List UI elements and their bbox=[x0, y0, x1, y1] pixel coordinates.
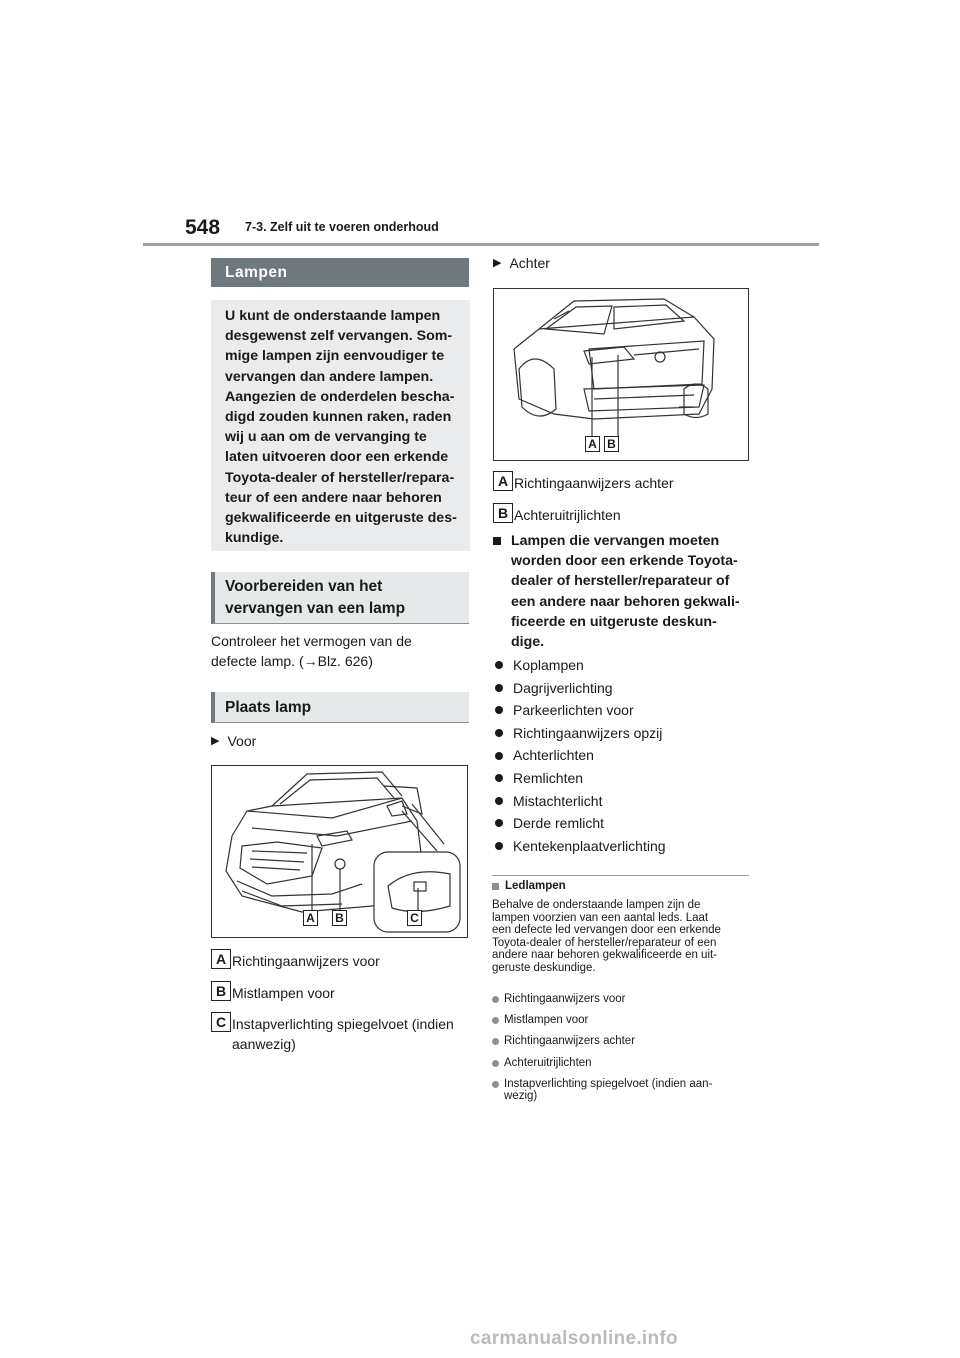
list-item-line: wezig) bbox=[504, 1090, 538, 1103]
list-item bbox=[492, 1014, 752, 1027]
intro-line: wij u aan om de vervanging te bbox=[225, 429, 427, 446]
intro-line: gekwalificeerde en uitgeruste des- bbox=[225, 510, 457, 527]
callout-text-c-line: aanwezig) bbox=[232, 1036, 296, 1052]
note-divider bbox=[492, 875, 749, 876]
rear-car-illustration bbox=[494, 289, 748, 460]
callout-text-b: Achteruitrijlichten bbox=[514, 507, 621, 523]
front-car-figure bbox=[211, 765, 468, 938]
callout-label-a: A bbox=[211, 949, 231, 969]
rear-car-figure bbox=[493, 288, 749, 461]
list-item-text: Derde remlicht bbox=[513, 815, 605, 832]
list-item bbox=[493, 790, 751, 813]
list-item-text: Achteruitrijlichten bbox=[504, 1056, 592, 1069]
list-item bbox=[493, 744, 751, 767]
callout-label-b: B bbox=[493, 503, 513, 523]
list-item-text bbox=[504, 1078, 712, 1103]
callout-text-c-line: Instapverlichting spiegelvoet (indien bbox=[232, 1016, 454, 1032]
list-item bbox=[493, 812, 751, 835]
prep-text bbox=[211, 631, 471, 671]
intro-line: kundige. bbox=[225, 530, 284, 547]
dealer-heading-line: dige. bbox=[511, 634, 545, 651]
list-item bbox=[493, 699, 751, 722]
arrow-right-icon: ▶ bbox=[493, 257, 502, 269]
list-item-text: Mistachterlicht bbox=[513, 792, 603, 809]
list-item bbox=[493, 722, 751, 745]
intro-line: desgewenst zelf vervangen. Som- bbox=[225, 328, 453, 345]
bullet-icon bbox=[495, 729, 503, 737]
led-text-line: andere naar behoren gekwalificeerde en uit- bbox=[492, 949, 718, 962]
front-label bbox=[211, 731, 256, 751]
intro-line: digd zouden kunnen raken, raden bbox=[225, 409, 452, 426]
front-label-text: Voor bbox=[227, 733, 257, 749]
list-item bbox=[492, 993, 752, 1006]
led-text-line: geruste deskundige. bbox=[492, 961, 596, 974]
intro-line: laten uitvoeren door een erkende bbox=[225, 449, 449, 466]
list-item-text: Dagrijverlichting bbox=[513, 679, 613, 696]
intro-box bbox=[211, 300, 470, 551]
list-item-text: Koplampen bbox=[513, 657, 584, 673]
led-text bbox=[492, 899, 752, 975]
callout-label-b: B bbox=[211, 981, 231, 1001]
dealer-heading-line: Lampen die vervangen moeten bbox=[511, 533, 720, 549]
led-list bbox=[492, 993, 752, 1112]
list-item-text: Mistlampen voor bbox=[504, 1014, 589, 1027]
header-divider bbox=[143, 243, 819, 246]
bullet-icon bbox=[495, 819, 503, 827]
led-text-line: lampen voorzien van een aantal leds. Laat bbox=[492, 911, 709, 924]
page-ref-link[interactable]: Blz. 626) bbox=[317, 653, 373, 669]
list-item bbox=[493, 677, 751, 700]
rear-label bbox=[493, 253, 550, 273]
intro-line: teur of een andere naar behoren bbox=[225, 489, 442, 506]
bullet-icon bbox=[492, 1038, 499, 1045]
main-title-bar bbox=[211, 258, 469, 287]
location-heading-text: Plaats lamp bbox=[225, 699, 312, 716]
list-item-text: Remlichten bbox=[513, 769, 584, 786]
list-item bbox=[492, 1035, 752, 1048]
list-item-text: Parkeerlichten voor bbox=[513, 702, 634, 719]
prep-text-line bbox=[211, 651, 471, 671]
dealer-heading-line: dealer of hersteller/reparateur of bbox=[511, 573, 730, 590]
callout-text-a: Richtingaanwijzers voor bbox=[232, 953, 380, 969]
watermark: carmanualsonline.info bbox=[470, 1328, 678, 1349]
dealer-heading-line: worden door een erkende Toyota- bbox=[511, 553, 738, 570]
list-item-text: Richtingaanwijzers voor bbox=[504, 993, 626, 1005]
dealer-heading-line: ficeerde en uitgeruste deskun- bbox=[511, 613, 717, 630]
led-text-line: Behalve de onderstaande lampen zijn de bbox=[492, 899, 701, 911]
bullet-icon bbox=[495, 661, 503, 669]
led-heading-text: Ledlampen bbox=[505, 880, 566, 892]
main-title: Lampen bbox=[225, 263, 288, 281]
callout-text-c bbox=[232, 1014, 454, 1054]
bullet-icon bbox=[495, 774, 503, 782]
intro-line: U kunt de onderstaande lampen bbox=[225, 308, 441, 324]
list-item bbox=[493, 767, 751, 790]
page-number: 548 bbox=[185, 216, 221, 239]
dealer-heading bbox=[493, 531, 751, 652]
callout-text-b: Mistlampen voor bbox=[232, 985, 335, 1001]
bullet-icon bbox=[495, 752, 503, 760]
intro-line: Toyota-dealer of hersteller/repara- bbox=[225, 469, 455, 486]
bullet-icon bbox=[492, 1017, 499, 1024]
led-heading bbox=[492, 880, 566, 892]
callout-label-c: C bbox=[211, 1012, 231, 1032]
dealer-heading-text bbox=[511, 531, 740, 652]
prep-heading-line: vervangen van een lamp bbox=[225, 600, 406, 617]
prep-heading bbox=[211, 572, 469, 624]
figure-label-b: B bbox=[604, 436, 619, 452]
section-title: 7-3. Zelf uit te voeren onderhoud bbox=[245, 220, 439, 234]
list-item bbox=[493, 654, 751, 677]
bullet-icon bbox=[492, 1060, 499, 1067]
prep-text-part: defecte lamp. ( bbox=[211, 653, 304, 669]
figure-label-b: B bbox=[332, 910, 347, 926]
bullet-icon bbox=[495, 684, 503, 692]
intro-line: Aangezien de onderdelen bescha- bbox=[225, 388, 455, 405]
rear-label-text: Achter bbox=[509, 255, 550, 271]
list-item bbox=[492, 1057, 752, 1070]
bullet-icon bbox=[495, 842, 503, 850]
location-heading bbox=[211, 692, 469, 723]
callout-label-a: A bbox=[493, 471, 513, 491]
dealer-heading-line: een andere naar behoren gekwali- bbox=[511, 593, 740, 610]
figure-label-a: A bbox=[303, 910, 318, 926]
led-text-line: een defecte led vervangen door een erkende bbox=[492, 924, 721, 937]
list-item-text: Richtingaanwijzers achter bbox=[504, 1035, 636, 1048]
arrow-right-icon: ▶ bbox=[211, 735, 220, 747]
bullet-icon bbox=[495, 706, 503, 714]
page-ref-arrow-icon: → bbox=[303, 653, 318, 669]
bullet-icon bbox=[492, 1081, 499, 1088]
bullet-icon bbox=[492, 996, 499, 1003]
square-bullet-icon bbox=[493, 537, 501, 545]
list-item bbox=[492, 1078, 752, 1103]
callout-text-a: Richtingaanwijzers achter bbox=[514, 475, 674, 491]
list-item-text: Achterlichten bbox=[513, 747, 594, 764]
prep-heading-line: Voorbereiden van het bbox=[225, 578, 383, 595]
figure-label-c: C bbox=[407, 910, 422, 926]
bullet-icon bbox=[495, 797, 503, 805]
figure-label-a: A bbox=[585, 436, 600, 452]
list-item-line: Instapverlichting spiegelvoet (indien aan- bbox=[504, 1077, 713, 1090]
list-item bbox=[493, 835, 751, 858]
list-item-text: Kentekenplaatverlichting bbox=[513, 837, 666, 854]
intro-line: mige lampen zijn eenvoudiger te bbox=[225, 348, 445, 365]
dealer-list bbox=[493, 654, 751, 857]
square-bullet-icon bbox=[492, 883, 499, 890]
list-item-text: Richtingaanwijzers opzij bbox=[513, 724, 663, 741]
intro-line: vervangen dan andere lampen. bbox=[225, 368, 434, 385]
led-text-line: Toyota-dealer of hersteller/reparateur of een bbox=[492, 936, 717, 949]
prep-text-line: Controleer het vermogen van de bbox=[211, 633, 412, 649]
